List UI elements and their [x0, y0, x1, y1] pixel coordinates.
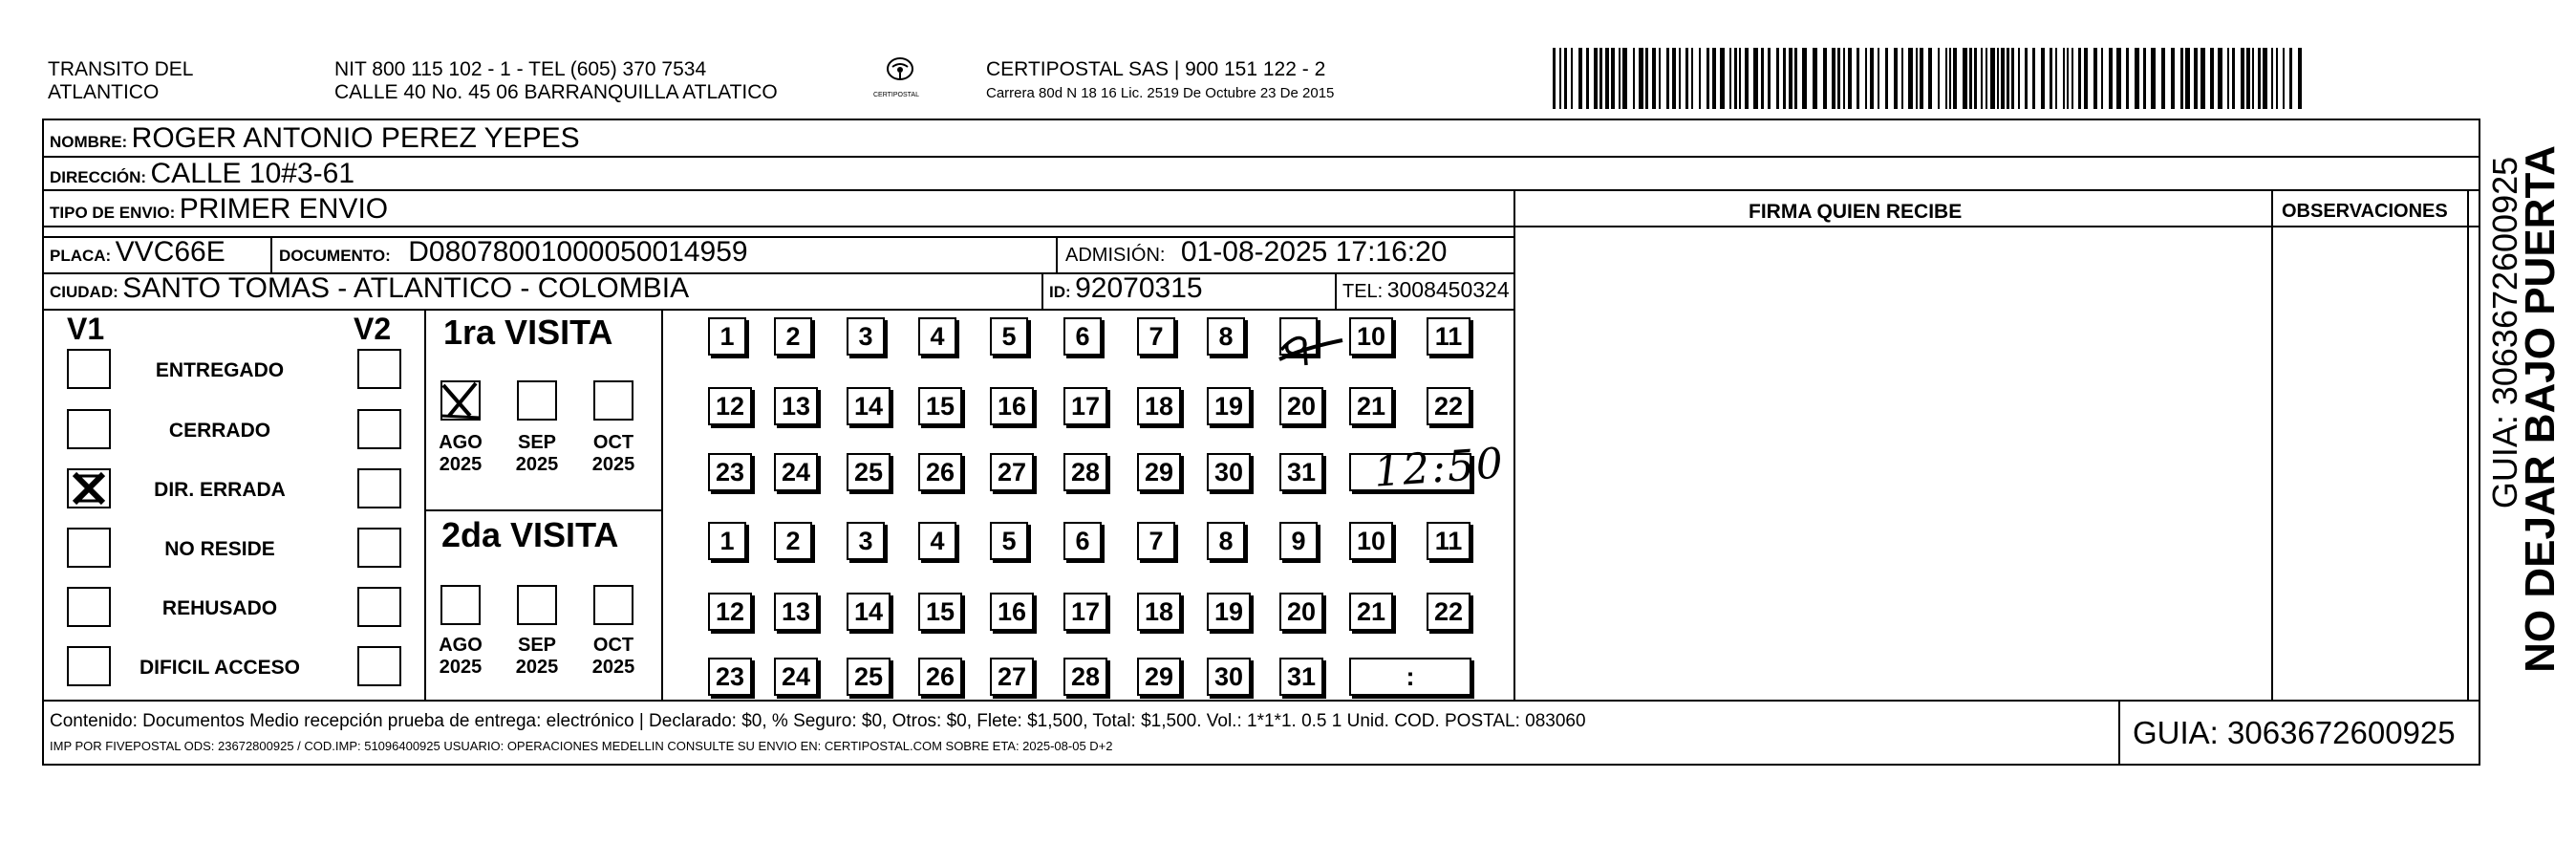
barcode-bar	[2109, 48, 2113, 109]
visit2-day-30[interactable]: 30	[1207, 658, 1251, 696]
barcode-bar	[2001, 48, 2005, 109]
barcode-bar	[2041, 48, 2045, 109]
barcode-bar	[1594, 48, 1598, 109]
visit2-day-12[interactable]: 12	[708, 593, 752, 631]
status-label: NO RESIDE	[164, 538, 275, 560]
barcode	[1553, 48, 2308, 109]
status-label: REHUSADO	[161, 597, 278, 619]
visit2-day-20[interactable]: 20	[1279, 593, 1323, 631]
barcode-bar	[1645, 48, 1648, 109]
barcode-bar	[1920, 48, 1923, 109]
documento-label: DOCUMENTO:	[279, 247, 391, 265]
visit2-month-checkbox[interactable]	[440, 585, 481, 625]
id-label: ID:	[1049, 283, 1071, 301]
barcode-bar	[2067, 48, 2069, 109]
v2-checkbox[interactable]	[357, 528, 401, 568]
visit1-day-11[interactable]: 11	[1427, 317, 1470, 356]
visit1-day-4[interactable]: 4	[918, 317, 956, 356]
barcode-bar	[1571, 48, 1573, 109]
barcode-bar	[2298, 48, 2302, 109]
month-year: 2025	[591, 657, 635, 678]
barcode-bar	[1870, 48, 1874, 109]
v1-checkbox[interactable]	[67, 349, 111, 389]
barcode-bar	[1720, 48, 1725, 109]
visit1-day-21[interactable]: 21	[1349, 387, 1393, 425]
visit2-day-3[interactable]: 3	[847, 522, 885, 560]
visit1-day-27[interactable]: 27	[990, 453, 1034, 491]
visit2-day-25[interactable]: 25	[847, 658, 891, 696]
barcode-bar	[1916, 48, 1918, 109]
direccion-value: CALLE 10#3-61	[150, 158, 355, 189]
barcode-bar	[2055, 48, 2057, 109]
barcode-bar	[1553, 48, 1556, 109]
barcode-bar	[2185, 48, 2190, 109]
visit1-day-12[interactable]: 12	[708, 387, 752, 425]
month-year: 2025	[439, 657, 483, 678]
shipment-type-row	[50, 195, 388, 224]
side-warning: NO DEJAR BAJO PUERTA	[2517, 145, 2564, 673]
documento-value: D08078001000050014959	[408, 236, 748, 268]
visit1-month-checkbox[interactable]	[593, 380, 633, 421]
barcode-bar	[2025, 48, 2028, 109]
visit1-day-29[interactable]: 29	[1137, 453, 1181, 491]
barcode-bar	[1953, 48, 1957, 109]
barcode-bar	[1768, 48, 1771, 109]
visit1-day-15[interactable]: 15	[918, 387, 962, 425]
recipient-name-row	[50, 124, 580, 153]
issuer-name-line1: TRANSITO DEL	[48, 58, 194, 80]
barcode-bar	[2171, 48, 2175, 109]
visit2-day-1[interactable]: 1	[708, 522, 746, 560]
barcode-bar	[1885, 48, 1888, 109]
barcode-bar	[1699, 48, 1701, 109]
placa-label: PLACA:	[50, 247, 112, 265]
month-name: OCT	[592, 432, 634, 453]
admision-label: ADMISIÓN:	[1065, 245, 1166, 266]
month-name: SEP	[517, 635, 557, 656]
visit2-time-box[interactable]: :	[1349, 658, 1471, 696]
barcode-bar	[2258, 48, 2261, 109]
barcode-bar	[1997, 48, 1999, 109]
visit2-day-4[interactable]: 4	[918, 522, 956, 560]
v1-checkbox[interactable]	[67, 409, 111, 449]
barcode-bar	[1639, 48, 1643, 109]
barcode-bar	[1776, 48, 1779, 109]
visit1-day-28[interactable]: 28	[1063, 453, 1107, 491]
visit2-day-13[interactable]: 13	[774, 593, 818, 631]
barcode-bar	[2084, 48, 2088, 109]
visit1-day-24[interactable]: 24	[774, 453, 818, 491]
signature-area	[1515, 227, 2270, 700]
month-year: 2025	[439, 454, 483, 475]
barcode-bar	[2241, 48, 2244, 109]
issuer-name-line2: ATLANTICO	[48, 81, 160, 103]
footer-imp-line: IMP POR FIVEPOSTAL ODS: 23672800925 / COD.IMP: 51096400925 USUARIO: OPERACIONES MEDELLIN CONSULTE SU ENVIO EN: CERTIPOSTAL.COM SOBRE ETA: 2025-08-05 D+2	[50, 739, 1113, 753]
tel-value: 3008450324	[1386, 277, 1510, 302]
admision-cell	[1065, 238, 1447, 267]
barcode-bar	[2218, 48, 2222, 109]
barcode-bar	[1894, 48, 1898, 109]
visit1-day-26[interactable]: 26	[918, 453, 962, 491]
visit2-day-15[interactable]: 15	[918, 593, 962, 631]
direccion-label: DIRECCIÓN:	[50, 168, 147, 186]
visit2-day-7[interactable]: 7	[1137, 522, 1175, 560]
visit1-day-30[interactable]: 30	[1207, 453, 1251, 491]
visit2-day-21[interactable]: 21	[1349, 593, 1393, 631]
barcode-bar	[2063, 48, 2065, 109]
barcode-bar	[1848, 48, 1852, 109]
visit1-day-13[interactable]: 13	[774, 387, 818, 425]
barcode-bar	[1823, 48, 1827, 109]
barcode-bar	[2271, 48, 2273, 109]
visit1-month-label	[587, 432, 640, 476]
visit2-month-checkbox[interactable]	[593, 585, 633, 625]
barcode-bar	[1843, 48, 1845, 109]
barcode-bar	[1753, 48, 1758, 109]
visit1-day-16[interactable]: 16	[990, 387, 1034, 425]
barcode-bar	[2018, 48, 2020, 109]
visit2-day-26[interactable]: 26	[918, 658, 962, 696]
v2-checkbox[interactable]	[357, 468, 401, 508]
barcode-bar	[1685, 48, 1688, 109]
issuer-nit-line: NIT 800 115 102 - 1 - TEL (605) 370 7534	[334, 58, 707, 80]
month-year: 2025	[515, 454, 559, 475]
barcode-bar	[1969, 48, 1972, 109]
visit1-day-23[interactable]: 23	[708, 453, 752, 491]
month-name: OCT	[592, 635, 634, 656]
admision-value: 01-08-2025 17:16:20	[1180, 236, 1448, 268]
barcode-bar	[1986, 48, 1987, 109]
v2-checkbox[interactable]	[357, 646, 401, 686]
visit2-day-10[interactable]: 10	[1349, 522, 1393, 560]
visit1-day-3[interactable]: 3	[847, 317, 885, 356]
barcode-bar	[1605, 48, 1609, 109]
visit1-day-6[interactable]: 6	[1063, 317, 1102, 356]
barcode-bar	[2200, 48, 2205, 109]
visit1-title: 1ra VISITA	[443, 313, 613, 352]
barcode-bar	[1619, 48, 1621, 109]
visit2-month-label	[434, 635, 487, 679]
handwritten-time: 12:50	[1372, 439, 1507, 497]
barcode-bar	[1652, 48, 1656, 109]
visit1-day-31[interactable]: 31	[1279, 453, 1323, 491]
visit2-day-2[interactable]: 2	[774, 522, 812, 560]
barcode-bar	[2252, 48, 2254, 109]
barcode-bar	[2032, 48, 2035, 109]
visit1-day-25[interactable]: 25	[847, 453, 891, 491]
barcode-bar	[2135, 48, 2139, 109]
barcode-bar	[1802, 48, 1807, 109]
barcode-bar	[1901, 48, 1903, 109]
barcode-bar	[1729, 48, 1731, 109]
barcode-bar	[2276, 48, 2278, 109]
handwritten-day-mark	[1276, 315, 1347, 373]
barcode-bar	[2101, 48, 2103, 109]
barcode-bar	[2232, 48, 2235, 109]
visit1-month-checkbox[interactable]	[517, 380, 557, 421]
barcode-bar	[1990, 48, 1995, 109]
status-label: ENTREGADO	[155, 359, 285, 381]
v2-checkbox[interactable]	[357, 587, 401, 627]
barcode-bar	[2210, 48, 2214, 109]
placa-value: VVC66E	[115, 236, 225, 268]
visit2-month-checkbox[interactable]	[517, 585, 557, 625]
certipostal-logo-text: CERTIPOSTAL	[873, 92, 919, 98]
visit2-day-17[interactable]: 17	[1063, 593, 1107, 631]
barcode-bar	[2126, 48, 2129, 109]
visit1-month-label	[510, 432, 564, 476]
month-name: AGO	[439, 432, 483, 453]
barcode-bar	[1857, 48, 1859, 109]
visit2-day-11[interactable]: 11	[1427, 522, 1470, 560]
nombre-value: ROGER ANTONIO PEREZ YEPES	[131, 122, 580, 154]
barcode-bar	[1611, 48, 1615, 109]
barcode-bar	[1578, 48, 1582, 109]
barcode-bar	[1813, 48, 1817, 109]
visit1-day-1[interactable]: 1	[708, 317, 746, 356]
v1-label: V1	[67, 312, 105, 346]
footer-contenido: Contenido: Documentos Medio recepción prueba de entrega: electrónico | Declarado: $0, % Seguro: $0, Otros: $0, Flete: $1,500, Total: $1,500. Vol.: 1*1*1. 0.5 1 Unid. COD. POSTAL: 083060	[50, 711, 1586, 731]
v1-checkbox[interactable]	[67, 528, 111, 568]
visit1-day-19[interactable]: 19	[1207, 387, 1251, 425]
barcode-bar	[2161, 48, 2165, 109]
v2-checkbox[interactable]	[357, 409, 401, 449]
barcode-bar	[1659, 48, 1661, 109]
documento-cell	[279, 238, 748, 267]
visit2-day-8[interactable]: 8	[1207, 522, 1245, 560]
barcode-bar	[1679, 48, 1681, 109]
firma-label: FIRMA QUIEN RECIBE	[1749, 201, 1963, 223]
certipostal-logo	[871, 54, 929, 101]
month-name: AGO	[439, 635, 483, 656]
tipo-envio-label: TIPO DE ENVIO:	[50, 204, 176, 222]
barcode-bar	[1908, 48, 1913, 109]
status-label: CERRADO	[168, 420, 271, 442]
barcode-bar	[1564, 48, 1567, 109]
visit1-day-7[interactable]: 7	[1137, 317, 1175, 356]
nombre-label: NOMBRE:	[50, 133, 128, 151]
barcode-bar	[2078, 48, 2081, 109]
month-year: 2025	[515, 657, 559, 678]
visit1-day-14[interactable]: 14	[847, 387, 891, 425]
barcode-bar	[1789, 48, 1792, 109]
month-name: SEP	[517, 432, 557, 453]
side-guia: GUIA: 3063672600925	[2485, 156, 2524, 509]
visit2-day-5[interactable]: 5	[990, 522, 1028, 560]
barcode-bar	[2194, 48, 2198, 109]
courier-license-line: Carrera 80d N 18 16 Lic. 2519 De Octubre 23 De 2015	[986, 85, 1335, 101]
tel-label: TEL:	[1342, 281, 1384, 302]
barcode-bar	[2050, 48, 2052, 109]
observaciones-label: OBSERVACIONES	[2282, 201, 2448, 222]
barcode-bar	[1559, 48, 1561, 109]
tel-cell	[1342, 279, 1510, 301]
visit2-day-29[interactable]: 29	[1137, 658, 1181, 696]
visit2-month-label	[510, 635, 564, 679]
visit2-day-18[interactable]: 18	[1137, 593, 1181, 631]
status-label: DIR. ERRADA	[154, 479, 286, 501]
v2-checkbox[interactable]	[357, 349, 401, 389]
visit2-day-9[interactable]: 9	[1279, 522, 1318, 560]
status-label: DIFICIL ACCESO	[139, 657, 300, 679]
barcode-bar	[1865, 48, 1867, 109]
barcode-bar	[1599, 48, 1602, 109]
barcode-bar	[1761, 48, 1764, 109]
visit2-month-label	[587, 635, 640, 679]
barcode-bar	[1586, 48, 1589, 109]
barcode-bar	[1739, 48, 1741, 109]
x-mark-icon	[69, 470, 109, 507]
ciudad-label: CIUDAD:	[50, 283, 118, 301]
placa-cell	[50, 238, 225, 267]
visit2-day-14[interactable]: 14	[847, 593, 891, 631]
id-value: 92070315	[1075, 272, 1203, 304]
visit1-month-label	[434, 432, 487, 476]
barcode-bar	[1734, 48, 1737, 109]
visit1-day-8[interactable]: 8	[1207, 317, 1245, 356]
visit2-day-6[interactable]: 6	[1063, 522, 1102, 560]
ciudad-cell	[50, 274, 689, 303]
barcode-bar	[1622, 48, 1627, 109]
barcode-bar	[1949, 48, 1951, 109]
barcode-bar	[2011, 48, 2014, 109]
visit1-day-20[interactable]: 20	[1279, 387, 1323, 425]
barcode-bar	[2007, 48, 2009, 109]
barcode-bar	[2151, 48, 2156, 109]
v2-label: V2	[354, 312, 392, 346]
v1-checkbox[interactable]	[67, 646, 111, 686]
visit2-day-27[interactable]: 27	[990, 658, 1034, 696]
barcode-bar	[1974, 48, 1977, 109]
barcode-bar	[1712, 48, 1716, 109]
barcode-bar	[2289, 48, 2292, 109]
visit2-day-23[interactable]: 23	[708, 658, 752, 696]
barcode-bar	[2283, 48, 2285, 109]
visit2-day-16[interactable]: 16	[990, 593, 1034, 631]
barcode-bar	[1672, 48, 1676, 109]
tipo-envio-value: PRIMER ENVIO	[179, 193, 389, 225]
month-year: 2025	[591, 454, 635, 475]
observaciones-area	[2273, 227, 2467, 700]
visit2-day-28[interactable]: 28	[1063, 658, 1107, 696]
visit2-day-24[interactable]: 24	[774, 658, 818, 696]
v1-checkbox[interactable]	[67, 468, 111, 508]
barcode-bar	[2072, 48, 2073, 109]
barcode-bar	[1707, 48, 1709, 109]
visit2-day-19[interactable]: 19	[1207, 593, 1251, 631]
barcode-bar	[1963, 48, 1967, 109]
visit2-day-31[interactable]: 31	[1279, 658, 1323, 696]
barcode-bar	[2227, 48, 2229, 109]
barcode-bar	[2116, 48, 2121, 109]
barcode-bar	[2180, 48, 2183, 109]
v1-checkbox[interactable]	[67, 587, 111, 627]
barcode-bar	[1878, 48, 1879, 109]
barcode-bar	[1981, 48, 1983, 109]
visit1-day-18[interactable]: 18	[1137, 387, 1181, 425]
id-cell	[1049, 274, 1203, 303]
barcode-bar	[1832, 48, 1835, 109]
barcode-bar	[2093, 48, 2097, 109]
barcode-bar	[1633, 48, 1635, 109]
barcode-bar	[1666, 48, 1669, 109]
barcode-bar	[1938, 48, 1940, 109]
barcode-bar	[1783, 48, 1786, 109]
visit1-day-10[interactable]: 10	[1349, 317, 1393, 356]
visit2-day-22[interactable]: 22	[1427, 593, 1470, 631]
barcode-bar	[2246, 48, 2250, 109]
barcode-bar	[1928, 48, 1932, 109]
handwritten-check-ago	[438, 378, 504, 430]
recipient-address-row	[50, 160, 354, 188]
barcode-bar	[1837, 48, 1840, 109]
barcode-bar	[1794, 48, 1797, 109]
ciudad-value: SANTO TOMAS - ATLANTICO - COLOMBIA	[122, 272, 690, 304]
barcode-bar	[1745, 48, 1749, 109]
courier-name-line: CERTIPOSTAL SAS | 900 151 122 - 2	[986, 58, 1326, 80]
barcode-bar	[1691, 48, 1693, 109]
visit1-day-17[interactable]: 17	[1063, 387, 1107, 425]
visit2-title: 2da VISITA	[441, 515, 619, 554]
visit1-day-22[interactable]: 22	[1427, 387, 1470, 425]
issuer-address-line: CALLE 40 No. 45 06 BARRANQUILLA ATLATICO	[334, 81, 778, 103]
barcode-bar	[1945, 48, 1947, 109]
barcode-bar	[2263, 48, 2267, 109]
visit1-day-5[interactable]: 5	[990, 317, 1028, 356]
visit1-day-2[interactable]: 2	[774, 317, 812, 356]
footer-guia: GUIA: 3063672600925	[2133, 715, 2456, 750]
barcode-bar	[2143, 48, 2146, 109]
